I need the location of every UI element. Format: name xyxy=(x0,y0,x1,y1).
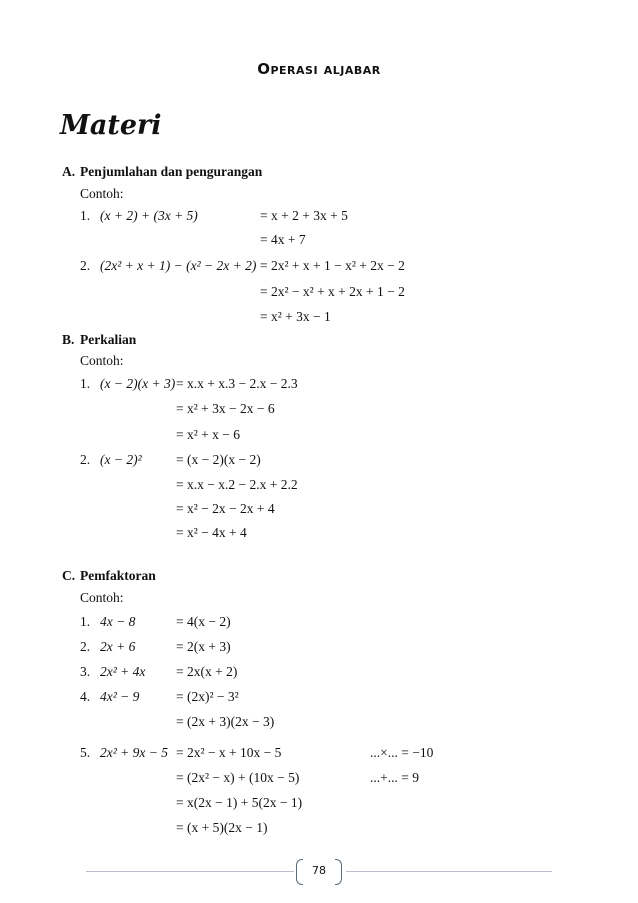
c3-number: 3. xyxy=(80,664,91,679)
a1-step-2: = 4x + 7 xyxy=(260,232,306,247)
a2-number: 2. xyxy=(80,258,91,273)
section-a-letter: A. xyxy=(62,164,76,179)
a1-step-1: = x + 2 + 3x + 5 xyxy=(260,208,348,223)
section-title: Materi xyxy=(60,110,162,141)
c1-step-1: = 4(x − 2) xyxy=(176,614,231,629)
c5-hint-product: ...×... = −10 xyxy=(370,745,434,760)
c1-number: 1. xyxy=(80,614,91,629)
c5-step-1: = 2x² − x + 10x − 5 xyxy=(176,745,282,760)
c5-hint-sum: ...+... = 9 xyxy=(370,770,419,785)
b1-step-1: = x.x + x.3 − 2.x − 2.3 xyxy=(176,376,298,391)
c2-expression: 2x + 6 xyxy=(100,639,136,654)
page-number: 78 xyxy=(312,864,326,877)
section-a-contoh: Contoh: xyxy=(80,186,124,201)
section-b-heading xyxy=(62,332,136,348)
section-c-heading xyxy=(62,568,156,584)
c5-step-4: = (x + 5)(2x − 1) xyxy=(176,820,268,835)
b2-number: 2. xyxy=(80,452,91,467)
footer-line-left xyxy=(86,871,294,872)
c4-expression: 4x² − 9 xyxy=(100,689,140,704)
c2-number: 2. xyxy=(80,639,91,654)
c3-step-1: = 2x(x + 2) xyxy=(176,664,238,679)
c4-step-2: = (2x + 3)(2x − 3) xyxy=(176,714,275,729)
section-c-title: Pemfaktoran xyxy=(80,568,156,583)
c3-expression: 2x² + 4x xyxy=(100,664,146,679)
b1-number: 1. xyxy=(80,376,91,391)
a2-step-3: = x² + 3x − 1 xyxy=(260,309,331,324)
section-a-heading xyxy=(62,164,262,180)
page-bracket-left xyxy=(296,859,303,885)
c4-number: 4. xyxy=(80,689,91,704)
a1-number: 1. xyxy=(80,208,91,223)
c1-expression: 4x − 8 xyxy=(100,614,136,629)
b2-expression: (x − 2)² xyxy=(100,452,142,467)
a2-step-2: = 2x² − x² + x + 2x + 1 − 2 xyxy=(260,284,405,299)
b1-expression: (x − 2)(x + 3) xyxy=(100,376,176,391)
section-b-letter: B. xyxy=(62,332,75,347)
c5-expression: 2x² + 9x − 5 xyxy=(100,745,169,760)
c5-step-2: = (2x² − x) + (10x − 5) xyxy=(176,770,300,785)
b2-step-4: = x² − 4x + 4 xyxy=(176,525,247,540)
chapter-title: Operasi aljabar xyxy=(257,60,381,78)
b2-step-1: = (x − 2)(x − 2) xyxy=(176,452,261,467)
b1-step-2: = x² + 3x − 2x − 6 xyxy=(176,401,275,416)
section-a-title: Penjumlahan dan pengurangan xyxy=(80,164,263,179)
section-b-title: Perkalian xyxy=(80,332,137,347)
a2-expression: (2x² + x + 1) − (x² − 2x + 2) xyxy=(100,258,257,273)
page-bracket-right xyxy=(335,859,342,885)
a2-step-1: = 2x² + x + 1 − x² + 2x − 2 xyxy=(260,258,405,273)
section-b-contoh: Contoh: xyxy=(80,353,124,368)
c5-step-3: = x(2x − 1) + 5(2x − 1) xyxy=(176,795,303,810)
footer-line-right xyxy=(346,871,552,872)
section-c-letter: C. xyxy=(62,568,76,583)
a1-expression: (x + 2) + (3x + 5) xyxy=(100,208,198,223)
c2-step-1: = 2(x + 3) xyxy=(176,639,231,654)
c5-number: 5. xyxy=(80,745,91,760)
section-c-contoh: Contoh: xyxy=(80,590,124,605)
b1-step-3: = x² + x − 6 xyxy=(176,427,241,442)
c4-step-1: = (2x)² − 3² xyxy=(176,689,239,704)
b2-step-2: = x.x − x.2 − 2.x + 2.2 xyxy=(176,477,298,492)
b2-step-3: = x² − 2x − 2x + 4 xyxy=(176,501,275,516)
